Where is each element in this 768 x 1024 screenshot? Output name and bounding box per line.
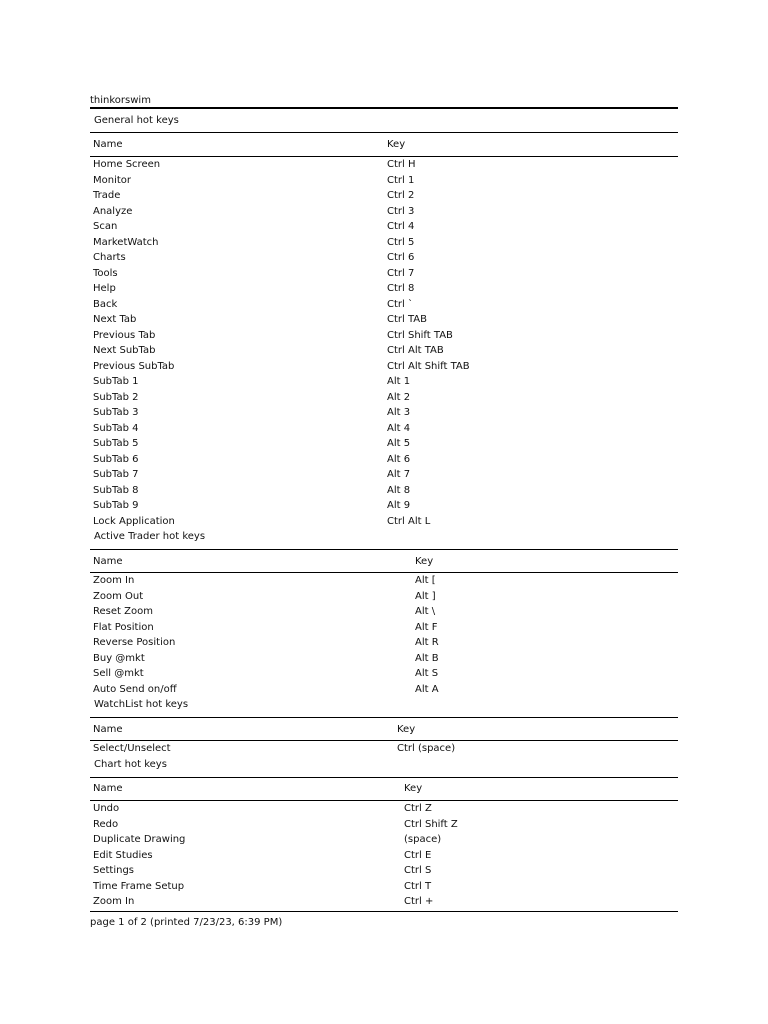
hotkey-name: Sell @mkt [93, 668, 144, 679]
hotkey-key: Alt R [415, 637, 439, 648]
table-row [93, 281, 678, 297]
hotkey-name: Help [93, 283, 116, 294]
table-row [93, 328, 678, 344]
hotkey-key: Alt 1 [387, 376, 411, 387]
table-row [93, 219, 678, 235]
column-header-key: Key [387, 139, 406, 150]
table-header [93, 555, 678, 569]
hotkey-key: Alt [ [415, 575, 436, 586]
hotkey-name: Charts [93, 252, 126, 263]
hotkey-name: Tools [93, 267, 118, 279]
table-row [93, 879, 678, 895]
hotkey-name: Previous Tab [93, 329, 156, 341]
page-footer: page 1 of 2 (printed 7/23/23, 6:39 PM) [90, 917, 283, 928]
section-top-rule [90, 549, 678, 550]
table-row [93, 894, 678, 910]
table-row [93, 359, 678, 375]
section-title: General hot keys [94, 115, 179, 126]
table-row [93, 817, 678, 833]
column-header-key: Key [397, 724, 416, 735]
section-title: Chart hot keys [94, 759, 167, 770]
hotkey-key: Ctrl Alt L [387, 515, 431, 527]
hotkey-name: SubTab 8 [93, 484, 139, 496]
column-header-name: Name [93, 139, 123, 150]
table-header [93, 723, 678, 737]
table-row [93, 589, 678, 605]
title-rule [90, 107, 678, 109]
hotkey-name: Monitor [93, 174, 132, 186]
column-header-key: Key [404, 783, 423, 794]
hotkey-name: SubTab 1 [93, 376, 139, 387]
app-title: thinkorswim [90, 95, 151, 106]
hotkey-key: Alt F [415, 621, 438, 633]
hotkey-key: Alt \ [415, 606, 436, 617]
section-top-rule [90, 717, 678, 718]
table-row [93, 204, 678, 220]
table-row [93, 514, 678, 530]
hotkey-name: SubTab 2 [93, 391, 139, 403]
hotkey-name: Next Tab [93, 314, 137, 325]
hotkey-key: Ctrl Shift TAB [387, 329, 453, 341]
table-row [93, 573, 678, 589]
hotkey-name: Undo [93, 803, 120, 814]
hotkey-key: (space) [404, 834, 442, 845]
hotkey-key: Ctrl 6 [387, 252, 415, 263]
table-row [93, 343, 678, 359]
hotkey-key: Alt ] [415, 590, 436, 602]
table-row [93, 801, 678, 817]
hotkey-key: Alt 9 [387, 500, 411, 511]
hotkey-key: Ctrl 2 [387, 190, 415, 201]
hotkey-name: SubTab 7 [93, 469, 139, 480]
hotkey-key: Ctrl 8 [387, 283, 415, 294]
hotkey-name: Zoom In [93, 896, 135, 907]
section-title: Active Trader hot keys [94, 531, 206, 542]
table-header [93, 782, 678, 796]
bottom-rule [90, 911, 678, 912]
hotkey-key: Ctrl 4 [387, 221, 415, 232]
table-row [93, 666, 678, 682]
table-row [93, 390, 678, 406]
hotkey-name: Lock Application [93, 515, 175, 527]
table-row [93, 157, 678, 173]
table-row [93, 741, 678, 757]
hotkey-key: Alt 2 [387, 391, 411, 403]
hotkey-key: Ctrl Alt Shift TAB [387, 360, 470, 372]
hotkey-key: Ctrl Z [404, 803, 432, 814]
hotkey-key: Alt A [415, 683, 439, 695]
hotkey-name: Analyze [93, 205, 133, 217]
table-row [93, 297, 678, 313]
hotkey-key: Ctrl T [404, 880, 432, 892]
table-row [93, 832, 678, 848]
hotkey-name: SubTab 3 [93, 407, 139, 418]
table-row [93, 467, 678, 483]
hotkey-name: Zoom Out [93, 590, 144, 602]
column-header-name: Name [93, 783, 123, 794]
hotkey-name: MarketWatch [93, 236, 159, 248]
hotkey-key: Alt S [415, 668, 439, 679]
table-row [93, 436, 678, 452]
hotkey-name: Duplicate Drawing [93, 834, 186, 845]
hotkey-name: Next SubTab [93, 345, 156, 356]
table-row [93, 235, 678, 251]
table-header [93, 138, 678, 152]
table-row [93, 188, 678, 204]
table-row [93, 405, 678, 421]
column-header-key: Key [415, 556, 434, 567]
hotkey-key: Alt 3 [387, 407, 411, 418]
table-row [93, 452, 678, 468]
hotkey-key: Ctrl 1 [387, 174, 415, 186]
hotkey-name: Time Frame Setup [93, 880, 185, 892]
table-row [93, 498, 678, 514]
table-row [93, 620, 678, 636]
hotkey-name: Home Screen [93, 159, 161, 170]
hotkey-name: Flat Position [93, 621, 154, 633]
table-row [93, 374, 678, 390]
table-row [93, 635, 678, 651]
hotkey-name: Zoom In [93, 575, 135, 586]
section-title: WatchList hot keys [94, 699, 189, 710]
hotkey-name: SubTab 9 [93, 500, 139, 511]
hotkey-name: Auto Send on/off [93, 683, 177, 695]
table-row [93, 266, 678, 282]
table-row [93, 848, 678, 864]
hotkey-name: SubTab 6 [93, 453, 139, 465]
table-row [93, 682, 678, 698]
section-top-rule [90, 132, 678, 133]
table-row [93, 483, 678, 499]
column-header-name: Name [93, 724, 123, 735]
hotkey-key: Alt B [415, 652, 439, 664]
table-row [93, 863, 678, 879]
column-header-name: Name [93, 556, 123, 567]
hotkey-name: Buy @mkt [93, 652, 145, 664]
hotkey-key: Ctrl Shift Z [404, 818, 458, 830]
hotkey-name: Edit Studies [93, 849, 153, 861]
hotkey-name: Select/Unselect [93, 743, 171, 754]
hotkey-key: Ctrl S [404, 865, 432, 876]
table-row [93, 312, 678, 328]
hotkey-key: Alt 5 [387, 438, 411, 449]
hotkey-key: Ctrl H [387, 159, 416, 170]
hotkey-name: Reset Zoom [93, 606, 153, 617]
hotkey-key: Ctrl 3 [387, 205, 415, 217]
hotkey-key: Ctrl ` [387, 298, 413, 310]
hotkey-key: Ctrl E [404, 849, 432, 861]
hotkey-name: Redo [93, 818, 119, 830]
hotkey-key: Ctrl Alt TAB [387, 345, 444, 356]
hotkey-key: Alt 4 [387, 422, 411, 434]
hotkey-key: Alt 8 [387, 484, 411, 496]
hotkey-key: Ctrl 7 [387, 267, 415, 279]
hotkey-key: Ctrl + [404, 896, 434, 907]
hotkey-name: Previous SubTab [93, 360, 175, 372]
table-row [93, 421, 678, 437]
hotkey-key: Alt 7 [387, 469, 411, 480]
hotkey-name: Reverse Position [93, 637, 176, 648]
hotkey-name: Scan [93, 221, 118, 232]
table-row [93, 651, 678, 667]
section-top-rule [90, 777, 678, 778]
hotkey-key: Alt 6 [387, 453, 411, 465]
hotkey-name: Back [93, 298, 118, 310]
hotkey-key: Ctrl 5 [387, 236, 415, 248]
hotkey-name: Settings [93, 865, 135, 876]
hotkey-key: Ctrl (space) [397, 743, 456, 754]
hotkey-name: SubTab 5 [93, 438, 139, 449]
hotkey-name: SubTab 4 [93, 422, 139, 434]
hotkey-key: Ctrl TAB [387, 314, 428, 325]
table-row [93, 173, 678, 189]
table-row [93, 604, 678, 620]
hotkey-name: Trade [93, 190, 121, 201]
table-row [93, 250, 678, 266]
